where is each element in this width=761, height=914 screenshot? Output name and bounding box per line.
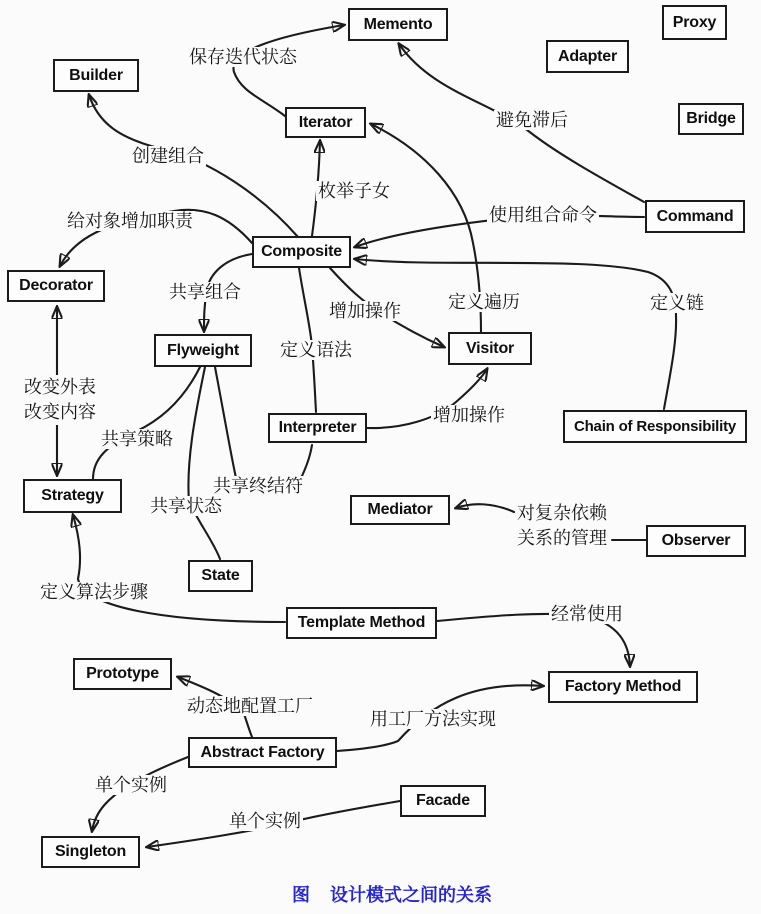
node-strategy: Strategy — [23, 479, 122, 513]
edge-label-changing-skin-vs-guts — [22, 375, 98, 425]
edge-label-sharing-terminal-symbols: 共享终结符 — [213, 476, 303, 496]
edge-label-sharing-composites: 共享组合 — [169, 282, 241, 302]
edge-label-single-instance-facade: 单个实例 — [229, 811, 301, 831]
node-adapter: Adapter — [546, 40, 629, 73]
edge-label-dependency-management — [515, 501, 609, 551]
edge-label-saving-iteration-state: 保存迭代状态 — [189, 47, 297, 67]
node-chain-of-responsibility: Chain of Responsibility — [563, 410, 747, 443]
edge-line-dependency-management — [456, 504, 514, 512]
node-visitor: Visitor — [448, 332, 532, 365]
figure-caption — [292, 881, 492, 907]
node-memento: Memento — [348, 8, 448, 41]
node-observer: Observer — [646, 525, 746, 557]
node-builder: Builder — [53, 59, 139, 92]
node-mediator: Mediator — [350, 495, 450, 525]
node-iterator: Iterator — [285, 107, 366, 138]
edge-label-creating-composites: 创建组合 — [132, 146, 204, 166]
edge-label-defining-traversals: 定义遍历 — [448, 292, 520, 312]
node-bridge: Bridge — [678, 103, 744, 135]
edge-label-avoiding-hysteresis: 避免滞后 — [496, 110, 568, 130]
node-facade: Facade — [400, 785, 486, 817]
edge-label-sharing-strategies: 共享策略 — [101, 429, 173, 449]
node-command: Command — [645, 200, 745, 233]
edge-label-defining-grammar: 定义语法 — [280, 340, 352, 360]
node-decorator: Decorator — [7, 270, 105, 302]
edge-label-defining-algorithm-steps: 定义算法步骤 — [40, 582, 148, 602]
edge-label-implement-using-factory-method: 用工厂方法实现 — [370, 709, 496, 729]
node-factory-method: Factory Method — [548, 671, 698, 703]
edge-label-line-relation-management: 关系的管理 — [517, 528, 607, 548]
edge-label-single-instance-af: 单个实例 — [95, 775, 167, 795]
edge-line-saving-iteration-state — [233, 25, 344, 116]
edge-label-line-changing-skin: 改变外表 — [24, 377, 96, 397]
edge-label-adding-responsibilities: 给对象增加职责 — [67, 211, 193, 231]
node-template-method: Template Method — [286, 607, 437, 639]
edge-label-configure-factory-dynamically: 动态地配置工厂 — [187, 696, 313, 716]
node-composite: Composite — [252, 236, 351, 268]
edge-line-defining-algorithm-steps — [73, 515, 285, 622]
edge-line-sharing-strategies — [93, 367, 200, 479]
node-flyweight: Flyweight — [154, 334, 252, 367]
edge-label-composed-using-composite: 使用组合命令 — [489, 205, 597, 225]
node-abstract-factory: Abstract Factory — [188, 737, 337, 768]
edge-label-adding-operations-composite: 增加操作 — [329, 301, 401, 321]
edge-label-defining-the-chain: 定义链 — [650, 293, 704, 313]
figure-caption-text: 设计模式之间的关系 — [330, 885, 492, 905]
edge-line-sharing-states — [188, 367, 220, 559]
node-proxy: Proxy — [662, 5, 727, 40]
edge-label-line-complex-dependency: 对复杂依赖 — [517, 503, 607, 523]
figure-caption-prefix: 图 — [292, 885, 310, 905]
edge-label-sharing-states: 共享状态 — [150, 496, 222, 516]
node-prototype: Prototype — [73, 658, 172, 690]
edge-label-line-changing-guts: 改变内容 — [24, 402, 96, 422]
node-singleton: Singleton — [41, 836, 140, 868]
edge-label-adding-operations-interpreter: 增加操作 — [433, 405, 505, 425]
edge-label-enumerating-children: 枚举子女 — [318, 181, 390, 201]
node-state: State — [188, 560, 253, 592]
edge-label-often-uses: 经常使用 — [551, 604, 623, 624]
node-interpreter: Interpreter — [268, 413, 367, 443]
